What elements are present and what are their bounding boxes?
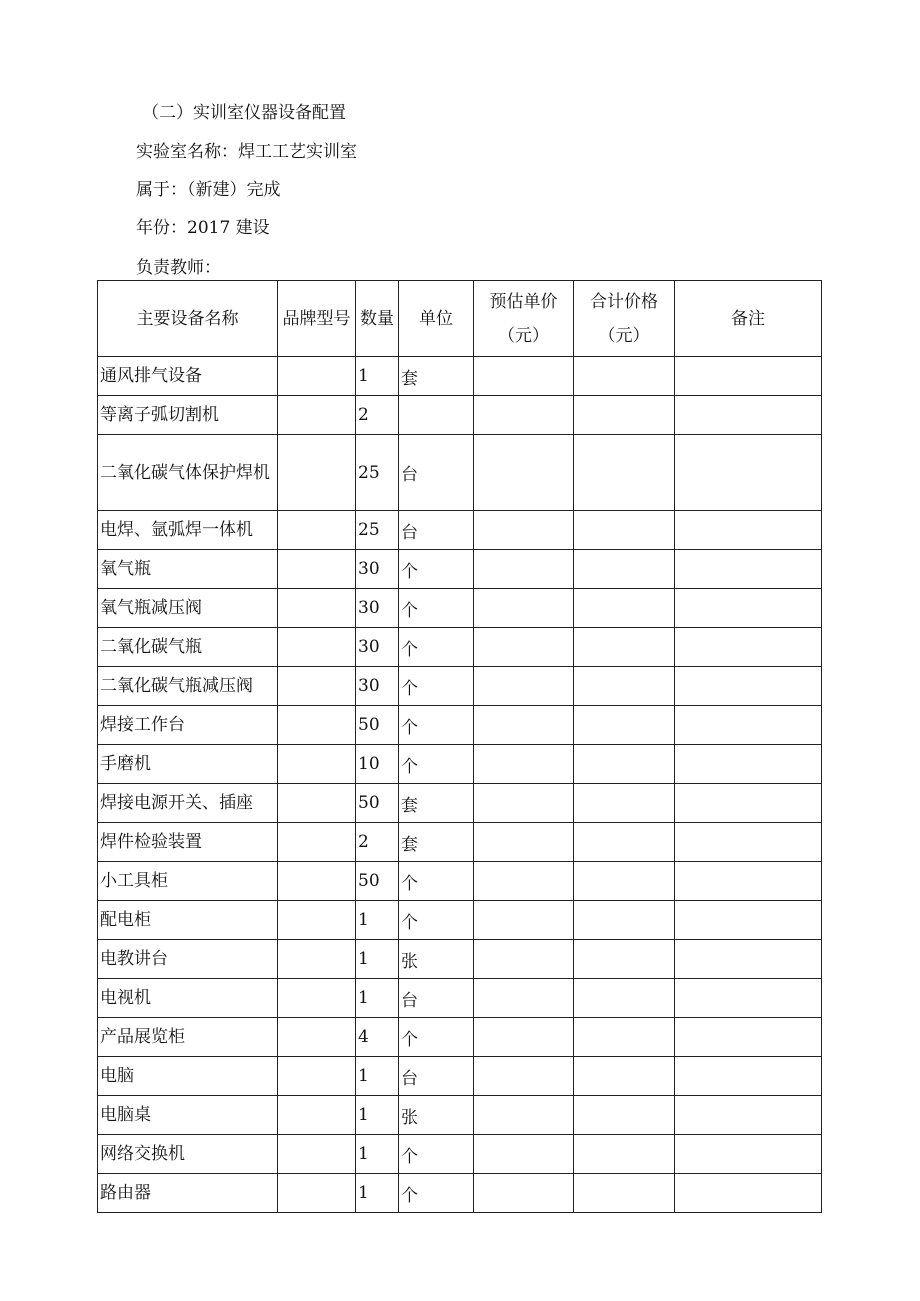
cell-note (675, 435, 822, 511)
cell-price (474, 396, 574, 435)
cell-total (574, 862, 675, 901)
cell-price (474, 823, 574, 862)
cell-unit: 套 (399, 823, 474, 862)
header-brand: 品牌型号 (278, 281, 356, 357)
cell-unit (399, 396, 474, 435)
cell-price (474, 1057, 574, 1096)
cell-brand (278, 550, 356, 589)
cell-price (474, 1135, 574, 1174)
cell-price (474, 706, 574, 745)
cell-name: 等离子弧切割机 (98, 396, 278, 435)
cell-name: 配电柜 (98, 901, 278, 940)
cell-brand (278, 589, 356, 628)
cell-total (574, 745, 675, 784)
cell-note (675, 979, 822, 1018)
table-row (98, 784, 822, 823)
cell-note (675, 1096, 822, 1135)
cell-qty: 1 (356, 1057, 399, 1096)
cell-name: 电教讲台 (98, 940, 278, 979)
cell-total (574, 396, 675, 435)
cell-total (574, 784, 675, 823)
cell-note (675, 667, 822, 706)
cell-note (675, 940, 822, 979)
table-row (98, 628, 822, 667)
cell-price (474, 550, 574, 589)
table-row (98, 823, 822, 862)
cell-name: 电视机 (98, 979, 278, 1018)
cell-qty: 1 (356, 357, 399, 396)
table-row (98, 862, 822, 901)
cell-brand (278, 1018, 356, 1057)
cell-price (474, 628, 574, 667)
cell-total (574, 901, 675, 940)
table-row (98, 435, 822, 511)
cell-note (675, 1018, 822, 1057)
table-row (98, 745, 822, 784)
table-row (98, 1174, 822, 1213)
cell-note (675, 862, 822, 901)
year-line: 年份：2017 建设 (136, 218, 270, 238)
table-row (98, 1135, 822, 1174)
cell-price (474, 745, 574, 784)
cell-qty: 1 (356, 1135, 399, 1174)
cell-qty: 30 (356, 667, 399, 706)
cell-qty: 30 (356, 589, 399, 628)
cell-total (574, 357, 675, 396)
header-total: 合计价格 （元） (574, 281, 675, 357)
cell-price (474, 1096, 574, 1135)
cell-note (675, 706, 822, 745)
table-row (98, 940, 822, 979)
cell-name: 电焊、氩弧焊一体机 (98, 511, 278, 550)
table-row (98, 901, 822, 940)
header-unit: 单位 (399, 281, 474, 357)
cell-name: 通风排气设备 (98, 357, 278, 396)
cell-name: 电脑 (98, 1057, 278, 1096)
cell-note (675, 1057, 822, 1096)
cell-total (574, 1096, 675, 1135)
cell-unit: 个 (399, 745, 474, 784)
cell-total (574, 1018, 675, 1057)
cell-brand (278, 823, 356, 862)
cell-note (675, 1135, 822, 1174)
table-header-row (98, 281, 822, 357)
cell-total (574, 589, 675, 628)
cell-note (675, 628, 822, 667)
table-row (98, 1018, 822, 1057)
cell-price (474, 784, 574, 823)
cell-brand (278, 1174, 356, 1213)
cell-unit: 张 (399, 940, 474, 979)
cell-name: 网络交换机 (98, 1135, 278, 1174)
cell-price (474, 511, 574, 550)
cell-qty: 30 (356, 550, 399, 589)
cell-total (574, 823, 675, 862)
cell-brand (278, 667, 356, 706)
cell-price (474, 357, 574, 396)
header-qty: 数量 (356, 281, 399, 357)
teacher-line: 负责教师： (136, 258, 221, 278)
cell-price (474, 667, 574, 706)
belong-line: 属于：（新建）完成 (136, 180, 281, 200)
cell-total (574, 706, 675, 745)
cell-unit: 台 (399, 511, 474, 550)
header-note: 备注 (675, 281, 822, 357)
cell-total (574, 550, 675, 589)
cell-note (675, 550, 822, 589)
cell-unit: 个 (399, 862, 474, 901)
cell-qty: 1 (356, 901, 399, 940)
cell-qty: 50 (356, 862, 399, 901)
cell-brand (278, 784, 356, 823)
cell-brand (278, 511, 356, 550)
cell-brand (278, 862, 356, 901)
lab-name-line: 实验室名称：焊工工艺实训室 (136, 142, 357, 162)
cell-name: 焊件检验装置 (98, 823, 278, 862)
cell-brand (278, 979, 356, 1018)
cell-qty: 4 (356, 1018, 399, 1057)
cell-name: 产品展览柜 (98, 1018, 278, 1057)
table-row (98, 550, 822, 589)
cell-name: 焊接工作台 (98, 706, 278, 745)
table-row (98, 1096, 822, 1135)
cell-unit: 台 (399, 1057, 474, 1096)
table-row (98, 706, 822, 745)
cell-name: 手磨机 (98, 745, 278, 784)
cell-brand (278, 1096, 356, 1135)
table-row (98, 979, 822, 1018)
cell-brand (278, 745, 356, 784)
cell-price (474, 1018, 574, 1057)
header-price: 预估单价 （元） (474, 281, 574, 357)
cell-brand (278, 1057, 356, 1096)
cell-unit: 台 (399, 435, 474, 511)
cell-total (574, 435, 675, 511)
cell-qty: 25 (356, 511, 399, 550)
cell-unit: 套 (399, 357, 474, 396)
cell-note (675, 511, 822, 550)
cell-total (574, 1057, 675, 1096)
cell-note (675, 823, 822, 862)
cell-name: 二氧化碳气瓶减压阀 (98, 667, 278, 706)
cell-name: 焊接电源开关、插座 (98, 784, 278, 823)
cell-brand (278, 628, 356, 667)
cell-name: 路由器 (98, 1174, 278, 1213)
cell-note (675, 784, 822, 823)
cell-total (574, 511, 675, 550)
cell-qty: 1 (356, 1174, 399, 1213)
cell-unit: 套 (399, 784, 474, 823)
cell-name: 电脑桌 (98, 1096, 278, 1135)
cell-brand (278, 706, 356, 745)
cell-note (675, 901, 822, 940)
cell-price (474, 940, 574, 979)
table-row (98, 357, 822, 396)
cell-qty: 25 (356, 435, 399, 511)
cell-qty: 2 (356, 396, 399, 435)
cell-unit: 个 (399, 550, 474, 589)
cell-name: 二氧化碳气体保护焊机 (98, 435, 278, 511)
cell-price (474, 435, 574, 511)
cell-unit: 台 (399, 979, 474, 1018)
cell-brand (278, 1135, 356, 1174)
table-row (98, 1057, 822, 1096)
cell-qty: 2 (356, 823, 399, 862)
table-body (98, 357, 822, 1213)
cell-name: 氧气瓶减压阀 (98, 589, 278, 628)
cell-unit: 个 (399, 628, 474, 667)
table-row (98, 396, 822, 435)
table-row (98, 667, 822, 706)
cell-name: 氧气瓶 (98, 550, 278, 589)
cell-price (474, 901, 574, 940)
equipment-table (97, 280, 822, 1213)
cell-note (675, 357, 822, 396)
cell-qty: 50 (356, 784, 399, 823)
cell-qty: 1 (356, 940, 399, 979)
cell-brand (278, 435, 356, 511)
cell-total (574, 940, 675, 979)
cell-price (474, 589, 574, 628)
cell-note (675, 589, 822, 628)
cell-total (574, 979, 675, 1018)
cell-note (675, 745, 822, 784)
cell-total (574, 1135, 675, 1174)
cell-brand (278, 940, 356, 979)
cell-qty: 1 (356, 979, 399, 1018)
header-name: 主要设备名称 (98, 281, 278, 357)
cell-qty: 30 (356, 628, 399, 667)
cell-brand (278, 901, 356, 940)
cell-brand (278, 357, 356, 396)
cell-unit: 个 (399, 667, 474, 706)
cell-price (474, 1174, 574, 1213)
cell-qty: 1 (356, 1096, 399, 1135)
section-heading: （二）实训室仪器设备配置 (142, 103, 346, 123)
cell-qty: 10 (356, 745, 399, 784)
cell-total (574, 628, 675, 667)
table-row (98, 511, 822, 550)
cell-unit: 个 (399, 1135, 474, 1174)
cell-unit: 个 (399, 1174, 474, 1213)
cell-note (675, 396, 822, 435)
cell-unit: 个 (399, 901, 474, 940)
cell-unit: 个 (399, 589, 474, 628)
cell-total (574, 667, 675, 706)
cell-name: 二氧化碳气瓶 (98, 628, 278, 667)
cell-price (474, 862, 574, 901)
cell-unit: 个 (399, 706, 474, 745)
table-row (98, 589, 822, 628)
cell-qty: 50 (356, 706, 399, 745)
cell-unit: 个 (399, 1018, 474, 1057)
cell-unit: 张 (399, 1096, 474, 1135)
cell-note (675, 1174, 822, 1213)
cell-name: 小工具柜 (98, 862, 278, 901)
cell-total (574, 1174, 675, 1213)
cell-price (474, 979, 574, 1018)
cell-brand (278, 396, 356, 435)
